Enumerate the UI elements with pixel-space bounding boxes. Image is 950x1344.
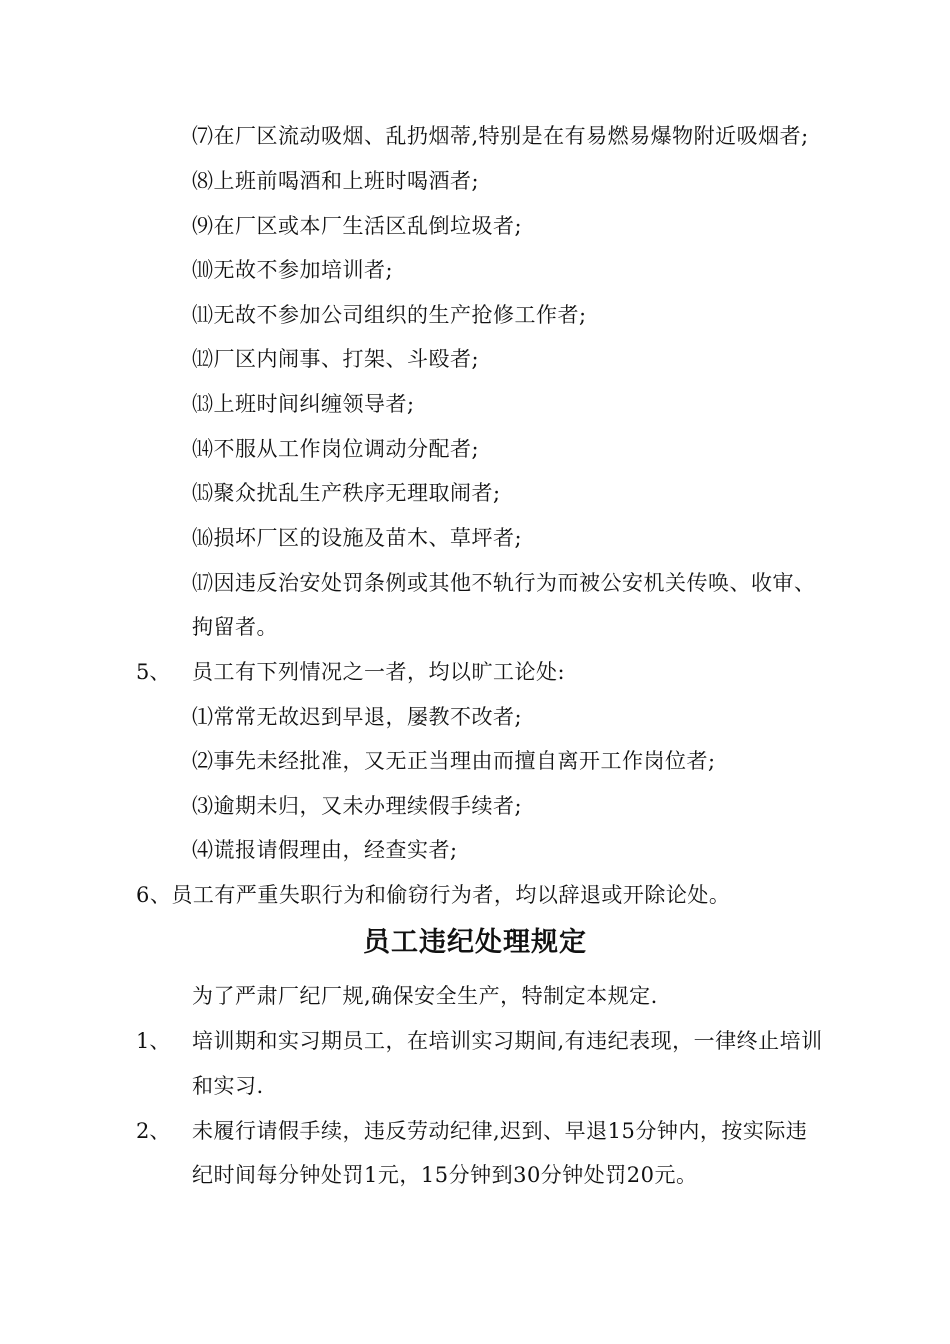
page-title: 员工违纪处理规定 [363,927,587,958]
section-paragraph: 6、员工有严重失职行为和偷窃行为者，均以辞退或开除论处。 [136,883,731,907]
list-item: ⑺在厂区流动吸烟、乱扔烟蒂,特别是在有易燃易爆物附近吸烟者; [192,124,809,148]
list-item: ⑷谎报请假理由，经查实者; [192,838,458,862]
clause-text-continuation: 纪时间每分钟处罚1元，15分钟到30分钟处罚20元。 [192,1163,698,1187]
list-item: ⑿厂区内闹事、打架、斗殴者; [192,347,480,371]
clause-number: 2、 [136,1119,171,1143]
list-item: ⑵事先未经批准，又无正当理由而擅自离开工作岗位者; [192,749,716,773]
clause-text: 培训期和实习期员工，在培训实习期间,有违纪表现，一律终止培训 [192,1029,823,1053]
list-item: ⑶逾期未归，又未办理续假手续者; [192,794,523,818]
list-item: ⑾无故不参加公司组织的生产抢修工作者; [192,303,587,327]
list-item: ⑽无故不参加培训者; [192,258,394,282]
list-item: ⑼在厂区或本厂生活区乱倒垃圾者; [192,214,523,238]
list-item: ⒀上班时间纠缠领导者; [192,392,415,416]
clause-number: 1、 [136,1029,171,1053]
list-item: ⒄因违反治安处罚条例或其他不轨行为而被公安机关传唤、收审、 [192,571,816,595]
section-heading: 员工有下列情况之一者，均以旷工论处: [192,660,566,684]
clause-text: 未履行请假手续，违反劳动纪律,迟到、早退15分钟内，按实际违 [192,1119,808,1143]
list-item: ⑴常常无故迟到早退，屡教不改者; [192,705,523,729]
list-item: ⑻上班前喝酒和上班时喝酒者; [192,169,480,193]
list-item-continuation: 拘留者。 [192,615,278,639]
list-item: ⒁不服从工作岗位调动分配者; [192,437,480,461]
clause-text-continuation: 和实习. [192,1074,264,1098]
list-item: ⒃损坏厂区的设施及苗木、草坪者; [192,526,523,550]
list-item: ⒂聚众扰乱生产秩序无理取闹者; [192,481,501,505]
section-number: 5、 [136,660,171,684]
intro-paragraph: 为了严肃厂纪厂规,确保安全生产，特制定本规定. [192,984,658,1008]
